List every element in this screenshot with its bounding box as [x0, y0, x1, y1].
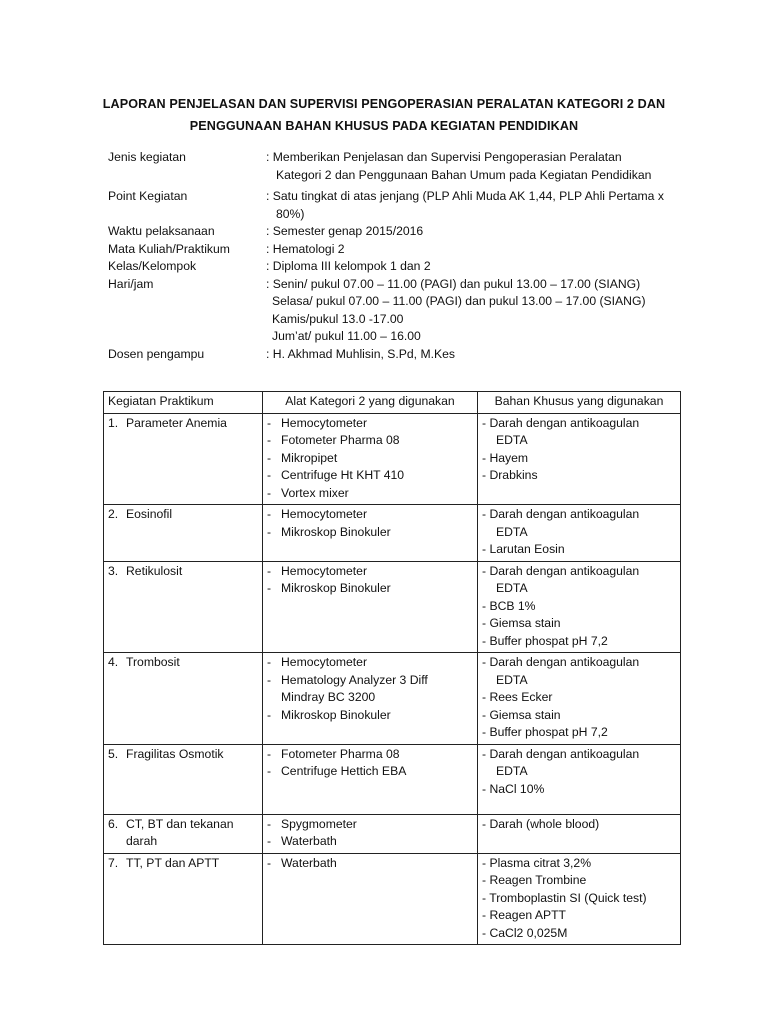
- info-row-mata-kuliah: [108, 241, 688, 259]
- alat-item: Mindray BC 3200: [281, 690, 376, 704]
- cell-kegiatan: [104, 505, 263, 562]
- cell-bahan: [478, 413, 681, 505]
- info-value: : Memberikan Penjelasan dan Supervisi Pengoperasian Peralatan: [266, 150, 622, 164]
- bahan-item: - Tromboplastin SI (Quick test): [482, 890, 647, 905]
- cell-bahan: [478, 853, 681, 945]
- bahan-item: - Drabkins: [482, 468, 538, 482]
- info-row-waktu: [108, 223, 688, 241]
- info-value: : Hematologi 2: [266, 241, 345, 256]
- info-row-kelas: [108, 258, 688, 276]
- bahan-item: - CaCl2 0,025M: [482, 925, 568, 940]
- kegiatan-text: Fragilitas Osmotik: [126, 746, 224, 761]
- info-label: Hari/jam: [108, 276, 154, 291]
- title-line-2: PENGGUNAAN BAHAN KHUSUS PADA KEGIATAN PENDIDIKAN: [189, 119, 579, 133]
- bahan-item: - Plasma citrat 3,2%: [482, 855, 592, 870]
- cell-kegiatan: [104, 744, 263, 814]
- info-value: : Satu tingkat di atas jenjang (PLP Ahli Muda AK 1,44, PLP Ahli Pertama x: [266, 189, 664, 203]
- cell-alat: - Hemocytometer - Hematology Analyzer 3 Diff Mindray BC 3200 - Mikroskop Binokuler: [263, 653, 478, 745]
- alat-item: Mikroskop Binokuler: [281, 524, 391, 539]
- kegiatan-text: Parameter Anemia: [126, 415, 227, 430]
- info-label: Jenis kegiatan: [108, 150, 186, 164]
- kegiatan-text: darah: [126, 834, 158, 848]
- row-number: 5.: [108, 746, 119, 761]
- cell-alat: - Spygmometer - Waterbath: [263, 814, 478, 853]
- alat-item: Hematology Analyzer 3 Diff: [281, 672, 428, 687]
- column-header: Bahan Khusus yang digunakan: [478, 392, 681, 414]
- info-label: Mata Kuliah/Praktikum: [108, 241, 230, 256]
- cell-bahan: [478, 744, 681, 814]
- cell-alat: - Hemocytometer - Fotometer Pharma 08 - Mikropipet - Centrifuge Ht KHT 410 - Vortex mixer: [263, 413, 478, 505]
- bahan-item: - Darah dengan antikoagulan: [482, 415, 640, 430]
- table-row: [104, 653, 681, 745]
- alat-item: Hemocytometer: [281, 655, 368, 669]
- document-title: [80, 93, 688, 137]
- info-label: Point Kegiatan: [108, 189, 188, 203]
- cell-alat: - Fotometer Pharma 08 - Centrifuge Hettich EBA: [263, 744, 478, 814]
- alat-item: Fotometer Pharma 08: [281, 433, 400, 447]
- row-number: 6.: [108, 816, 119, 831]
- bahan-item: - Buffer phospat pH 7,2: [482, 633, 608, 648]
- cell-kegiatan: [104, 853, 263, 945]
- bahan-item: EDTA: [496, 433, 528, 447]
- alat-item: Centrifuge Ht KHT 410: [281, 468, 405, 482]
- table-row: [104, 505, 681, 562]
- info-value: : Diploma III kelompok 1 dan 2: [266, 259, 431, 273]
- alat-item: Waterbath: [281, 834, 337, 848]
- row-number: 2.: [108, 507, 119, 521]
- info-value: 80%): [276, 206, 305, 221]
- kegiatan-text: Trombosit: [126, 655, 180, 669]
- alat-item: Waterbath: [281, 855, 337, 870]
- bahan-item: - Hayem: [482, 450, 529, 465]
- cell-bahan: [478, 505, 681, 562]
- cell-bahan: [478, 653, 681, 745]
- info-row-hari: [108, 276, 688, 346]
- cell-kegiatan: [104, 413, 263, 505]
- bahan-item: - Darah dengan antikoagulan: [482, 655, 640, 669]
- alat-item: Centrifuge Hettich EBA: [281, 764, 407, 778]
- bahan-item: EDTA: [496, 672, 528, 687]
- info-value: : Semester genap 2015/2016: [266, 224, 424, 238]
- alat-item: Hemocytometer: [281, 563, 368, 578]
- info-label: Dosen pengampu: [108, 346, 205, 361]
- bahan-item: - NaCl 10%: [482, 781, 545, 796]
- bahan-item: EDTA: [496, 524, 528, 539]
- table-row: [104, 744, 681, 814]
- kegiatan-text: Eosinofil: [126, 507, 173, 521]
- activity-info: [108, 149, 688, 363]
- alat-item: Vortex mixer: [281, 485, 349, 500]
- table-row: [104, 814, 681, 853]
- row-number: 4.: [108, 655, 119, 669]
- alat-item: Mikroskop Binokuler: [281, 581, 391, 595]
- title-line-1: LAPORAN PENJELASAN DAN SUPERVISI PENGOPERASIAN PERALATAN KATEGORI 2 DAN: [102, 97, 666, 111]
- bahan-item: - Giemsa stain: [482, 616, 561, 630]
- row-number: 1.: [108, 415, 119, 430]
- info-label: Kelas/Kelompok: [108, 259, 197, 273]
- bahan-item: - Reagen Trombine: [482, 873, 587, 887]
- kegiatan-text: CT, BT dan tekanan: [126, 816, 234, 831]
- info-value: : H. Akhmad Muhlisin, S.Pd, M.Kes: [266, 346, 455, 361]
- bahan-item: - Rees Ecker: [482, 690, 553, 704]
- cell-kegiatan: [104, 561, 263, 653]
- info-value: Selasa/ pukul 07.00 – 11.00 (PAGI) dan pukul 13.00 – 17.00 (SIANG): [272, 294, 646, 308]
- bahan-item: - Buffer phospat pH 7,2: [482, 725, 608, 739]
- cell-kegiatan: [104, 653, 263, 745]
- row-number: 3.: [108, 563, 119, 578]
- bahan-item: - Larutan Eosin: [482, 542, 565, 556]
- info-value: : Senin/ pukul 07.00 – 11.00 (PAGI) dan pukul 13.00 – 17.00 (SIANG): [266, 276, 641, 291]
- bahan-item: - Giemsa stain: [482, 707, 561, 722]
- info-value: Jum’at/ pukul 11.00 – 16.00: [272, 329, 421, 343]
- row-number: 7.: [108, 855, 119, 870]
- bahan-item: - BCB 1%: [482, 598, 536, 613]
- bahan-item: EDTA: [496, 581, 528, 595]
- practicum-table: [103, 391, 681, 945]
- cell-bahan: [478, 814, 681, 853]
- cell-alat: - Hemocytometer - Mikroskop Binokuler: [263, 561, 478, 653]
- column-header: Alat Kategori 2 yang digunakan: [263, 392, 478, 414]
- table-row: [104, 561, 681, 653]
- alat-item: Hemocytometer: [281, 507, 368, 521]
- alat-item: Mikroskop Binokuler: [281, 707, 391, 722]
- bahan-item: - Darah dengan antikoagulan: [482, 746, 640, 761]
- bahan-item: - Darah (whole blood): [482, 816, 600, 831]
- alat-item: Fotometer Pharma 08: [281, 746, 400, 761]
- table-header-row: [104, 392, 681, 414]
- bahan-item: - Darah dengan antikoagulan: [482, 507, 640, 521]
- cell-bahan: [478, 561, 681, 653]
- table-row: [104, 413, 681, 505]
- cell-alat: - Waterbath: [263, 853, 478, 945]
- info-row-jenis: [108, 149, 688, 184]
- bahan-item: - Darah dengan antikoagulan: [482, 563, 640, 578]
- info-value: Kamis/pukul 13.0 -17.00: [272, 311, 404, 326]
- info-value: Kategori 2 dan Penggunaan Bahan Umum pada Kegiatan Pendidikan: [276, 167, 652, 182]
- info-label: Waktu pelaksanaan: [108, 224, 215, 238]
- info-row-point: [108, 188, 688, 223]
- bahan-item: EDTA: [496, 764, 528, 778]
- bahan-item: - Reagen APTT: [482, 908, 566, 922]
- column-header: Kegiatan Praktikum: [104, 392, 263, 414]
- cell-alat: - Hemocytometer - Mikroskop Binokuler: [263, 505, 478, 562]
- info-row-dosen: [108, 346, 688, 364]
- alat-item: Mikropipet: [281, 450, 338, 465]
- kegiatan-text: TT, PT dan APTT: [126, 855, 220, 870]
- alat-item: Spygmometer: [281, 816, 357, 831]
- kegiatan-text: Retikulosit: [126, 563, 183, 578]
- alat-item: Hemocytometer: [281, 415, 368, 430]
- table-row: [104, 853, 681, 945]
- cell-kegiatan: [104, 814, 263, 853]
